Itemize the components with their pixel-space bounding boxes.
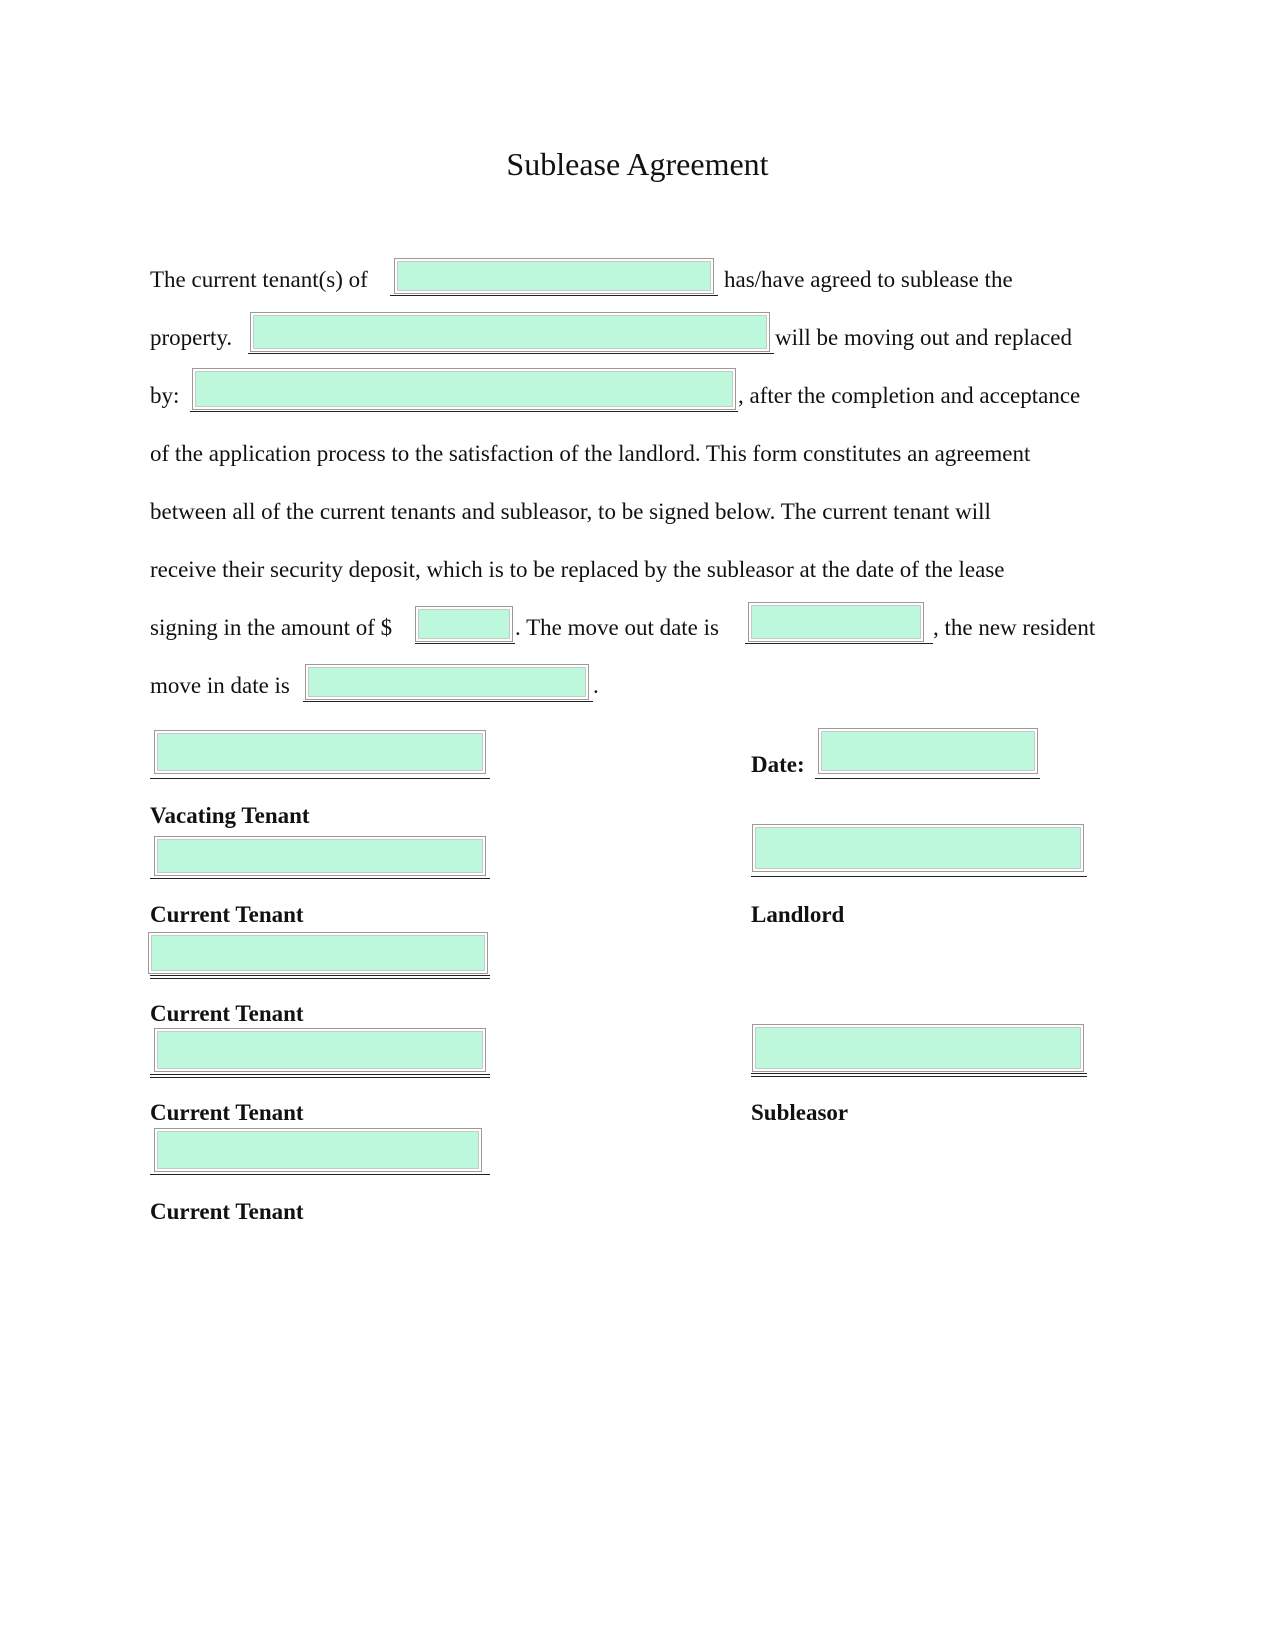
underline — [415, 643, 515, 644]
vacating-tenant-signature-input[interactable] — [157, 733, 483, 771]
para-text: by: — [150, 383, 180, 408]
move-out-date-input[interactable] — [751, 605, 921, 639]
current-tenant-1-signature-field[interactable] — [154, 836, 486, 876]
date-field[interactable] — [818, 728, 1038, 774]
current-tenant-1-signature-input[interactable] — [157, 839, 483, 873]
underline — [248, 353, 774, 354]
signature-line — [150, 1174, 490, 1175]
move-in-date-input[interactable] — [308, 667, 586, 697]
current-tenant-2-label: Current Tenant — [150, 1001, 304, 1026]
current-tenant-3-label: Current Tenant — [150, 1100, 304, 1125]
subleasor-signature-field[interactable] — [752, 1024, 1084, 1072]
para-text: property. — [150, 325, 233, 350]
current-tenant-2-signature-input[interactable] — [151, 935, 485, 971]
para-text: signing in the amount of $ — [150, 615, 393, 640]
date-input[interactable] — [821, 731, 1035, 771]
underline — [303, 701, 593, 702]
signature-line — [150, 1074, 490, 1078]
underline — [190, 411, 738, 412]
para-text: will be moving out and replaced — [775, 325, 1073, 350]
property-address-field[interactable] — [394, 258, 714, 294]
current-tenant-1-label: Current Tenant — [150, 902, 304, 927]
para-text: move in date is — [150, 673, 290, 698]
deposit-amount-field[interactable] — [415, 606, 513, 642]
para-text: The current tenant(s) of — [150, 267, 368, 292]
para-text: receive their security deposit, which is to be replaced by the subleasor at the date of the lease — [150, 557, 1005, 582]
signature-line — [150, 975, 490, 979]
underline — [390, 295, 718, 296]
subleasor-label: Subleasor — [751, 1100, 849, 1125]
current-tenant-3-signature-field[interactable] — [154, 1028, 486, 1072]
current-tenant-4-signature-field[interactable] — [154, 1128, 482, 1172]
signature-line — [751, 1073, 1087, 1077]
subleasor-signature-input[interactable] — [755, 1027, 1081, 1069]
vacating-tenant-signature-field[interactable] — [154, 730, 486, 774]
landlord-signature-field[interactable] — [752, 824, 1084, 872]
current-tenant-2-signature-field[interactable] — [148, 932, 488, 974]
signature-line — [751, 876, 1087, 877]
signature-line — [150, 878, 490, 879]
subleasor-name-field[interactable] — [192, 368, 736, 410]
para-text: . — [593, 673, 599, 698]
landlord-label: Landlord — [751, 902, 845, 927]
property-address-input[interactable] — [397, 261, 711, 291]
signature-line — [150, 778, 490, 779]
signature-line — [815, 778, 1040, 779]
para-text: , after the completion and acceptance — [738, 383, 1081, 408]
current-tenant-4-label: Current Tenant — [150, 1199, 304, 1224]
para-text: , the new resident — [933, 615, 1096, 640]
subleasor-name-input[interactable] — [195, 371, 733, 407]
para-text: of the application process to the satisfaction of the landlord. This form constitutes an agreement — [150, 441, 1031, 466]
para-text: . The move out date is — [515, 615, 719, 640]
current-tenant-3-signature-input[interactable] — [157, 1031, 483, 1069]
vacating-tenant-label: Vacating Tenant — [150, 803, 310, 828]
move-out-date-field[interactable] — [748, 602, 924, 642]
para-text: between all of the current tenants and subleasor, to be signed below. The current tenant will — [150, 499, 991, 524]
date-label: Date: — [751, 752, 805, 777]
vacating-tenant-name-input[interactable] — [253, 315, 767, 349]
vacating-tenant-name-field[interactable] — [250, 312, 770, 352]
page-title: Sublease Agreement — [506, 146, 769, 182]
deposit-amount-input[interactable] — [418, 609, 510, 639]
landlord-signature-input[interactable] — [755, 827, 1081, 869]
current-tenant-4-signature-input[interactable] — [157, 1131, 479, 1169]
para-text: has/have agreed to sublease the — [724, 267, 1013, 292]
underline — [745, 643, 933, 644]
move-in-date-field[interactable] — [305, 664, 589, 700]
